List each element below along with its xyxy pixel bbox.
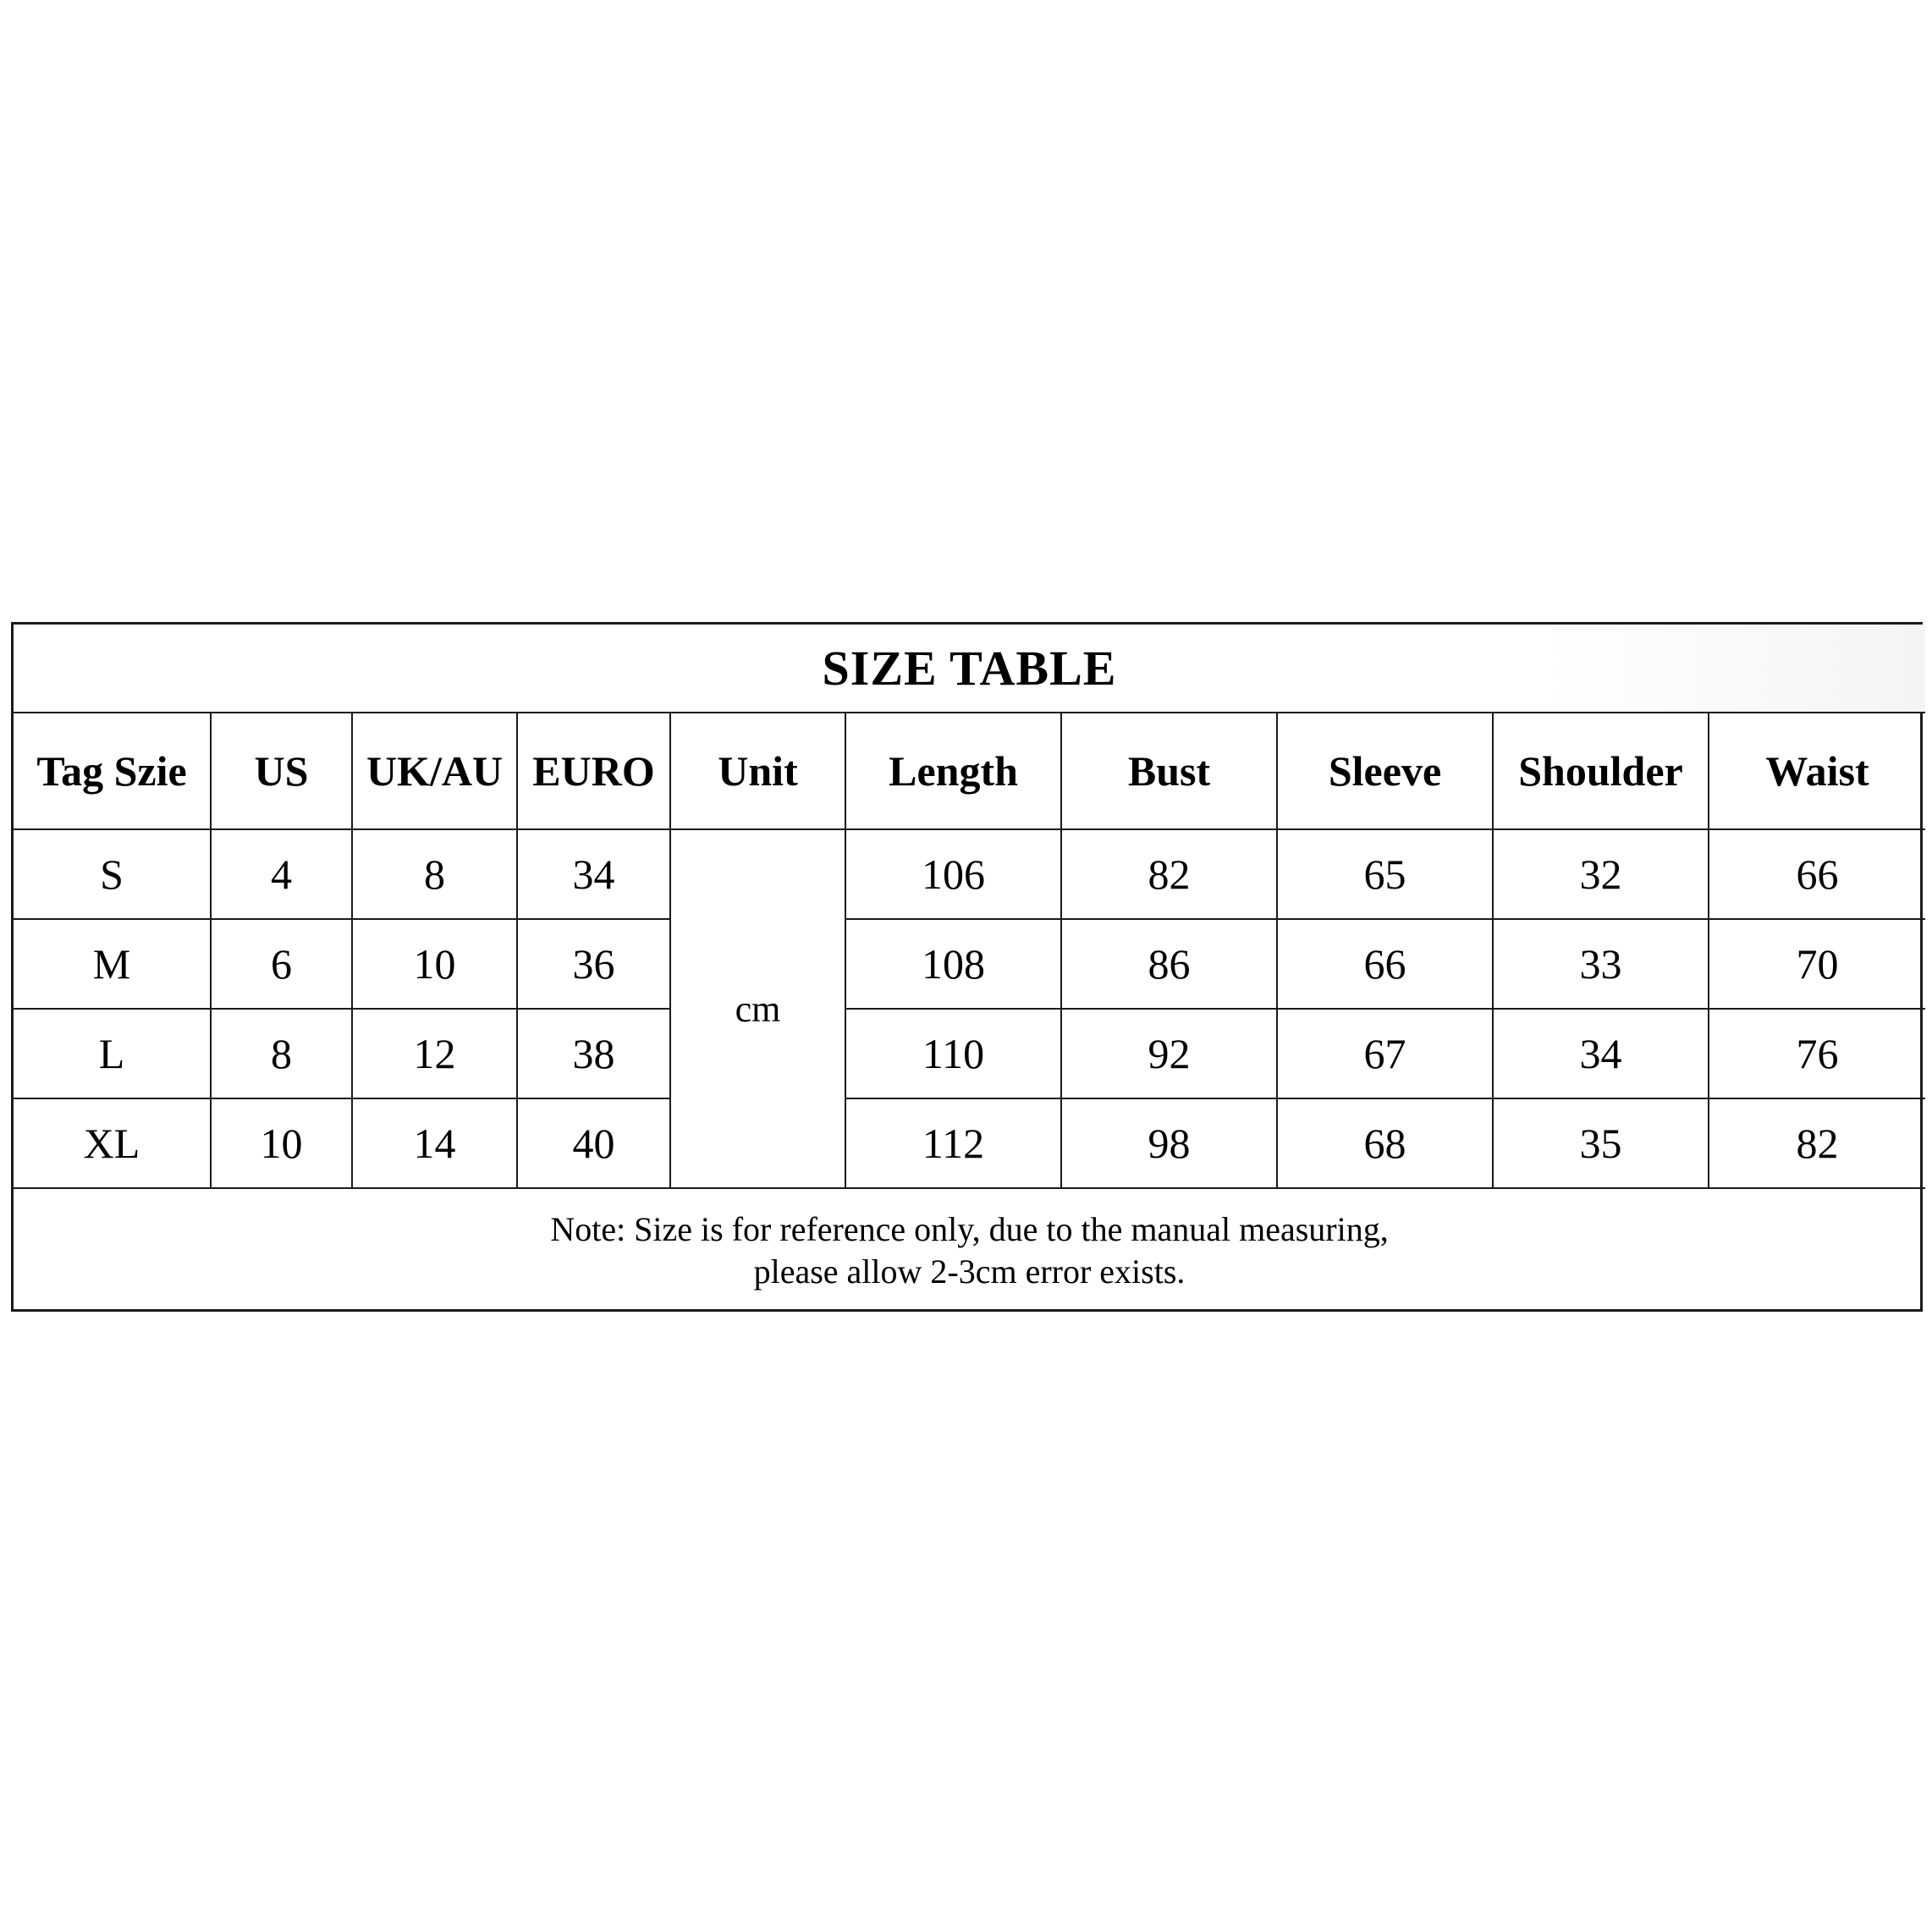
header-shoulder: Shoulder [1493, 713, 1709, 829]
cell-shoulder: 35 [1493, 1098, 1709, 1188]
cell-tag: M [14, 919, 211, 1009]
cell-uk-au: 12 [352, 1009, 517, 1098]
table-title: SIZE TABLE [14, 625, 1925, 713]
cell-sleeve: 68 [1277, 1098, 1493, 1188]
cell-waist: 82 [1709, 1098, 1925, 1188]
cell-tag: L [14, 1009, 211, 1098]
cell-bust: 98 [1061, 1098, 1277, 1188]
cell-us: 10 [211, 1098, 352, 1188]
cell-euro: 34 [517, 829, 670, 919]
cell-shoulder: 33 [1493, 919, 1709, 1009]
cell-length: 108 [845, 919, 1061, 1009]
note-row [14, 1188, 1925, 1313]
table-row [14, 1098, 1925, 1188]
cell-bust: 82 [1061, 829, 1277, 919]
size-table-container [11, 622, 1923, 1312]
cell-sleeve: 67 [1277, 1009, 1493, 1098]
header-euro: EURO [517, 713, 670, 829]
cell-us: 8 [211, 1009, 352, 1098]
cell-euro: 38 [517, 1009, 670, 1098]
cell-sleeve: 65 [1277, 829, 1493, 919]
cell-unit: cm [670, 829, 845, 1188]
cell-uk-au: 14 [352, 1098, 517, 1188]
cell-waist: 66 [1709, 829, 1925, 919]
size-table [14, 625, 1925, 1313]
header-row [14, 713, 1925, 829]
cell-waist: 76 [1709, 1009, 1925, 1098]
size-note [14, 1188, 1925, 1313]
header-length: Length [845, 713, 1061, 829]
cell-sleeve: 66 [1277, 919, 1493, 1009]
table-row [14, 829, 1925, 919]
header-sleeve: Sleeve [1277, 713, 1493, 829]
cell-us: 6 [211, 919, 352, 1009]
header-uk-au: UK/AU [352, 713, 517, 829]
cell-length: 110 [845, 1009, 1061, 1098]
cell-tag: S [14, 829, 211, 919]
cell-euro: 36 [517, 919, 670, 1009]
note-line-1: Note: Size is for reference only, due to the manual measuring, [550, 1210, 1389, 1248]
cell-bust: 86 [1061, 919, 1277, 1009]
header-unit: Unit [670, 713, 845, 829]
header-waist: Waist [1709, 713, 1925, 829]
cell-length: 106 [845, 829, 1061, 919]
title-row [14, 625, 1925, 713]
cell-shoulder: 34 [1493, 1009, 1709, 1098]
cell-uk-au: 8 [352, 829, 517, 919]
cell-length: 112 [845, 1098, 1061, 1188]
table-row [14, 1009, 1925, 1098]
cell-euro: 40 [517, 1098, 670, 1188]
header-bust: Bust [1061, 713, 1277, 829]
cell-us: 4 [211, 829, 352, 919]
note-line-2: please allow 2-3cm error exists. [753, 1252, 1186, 1291]
cell-bust: 92 [1061, 1009, 1277, 1098]
cell-tag: XL [14, 1098, 211, 1188]
header-tag-size: Tag Szie [14, 713, 211, 829]
cell-waist: 70 [1709, 919, 1925, 1009]
header-us: US [211, 713, 352, 829]
table-row [14, 919, 1925, 1009]
cell-shoulder: 32 [1493, 829, 1709, 919]
cell-uk-au: 10 [352, 919, 517, 1009]
